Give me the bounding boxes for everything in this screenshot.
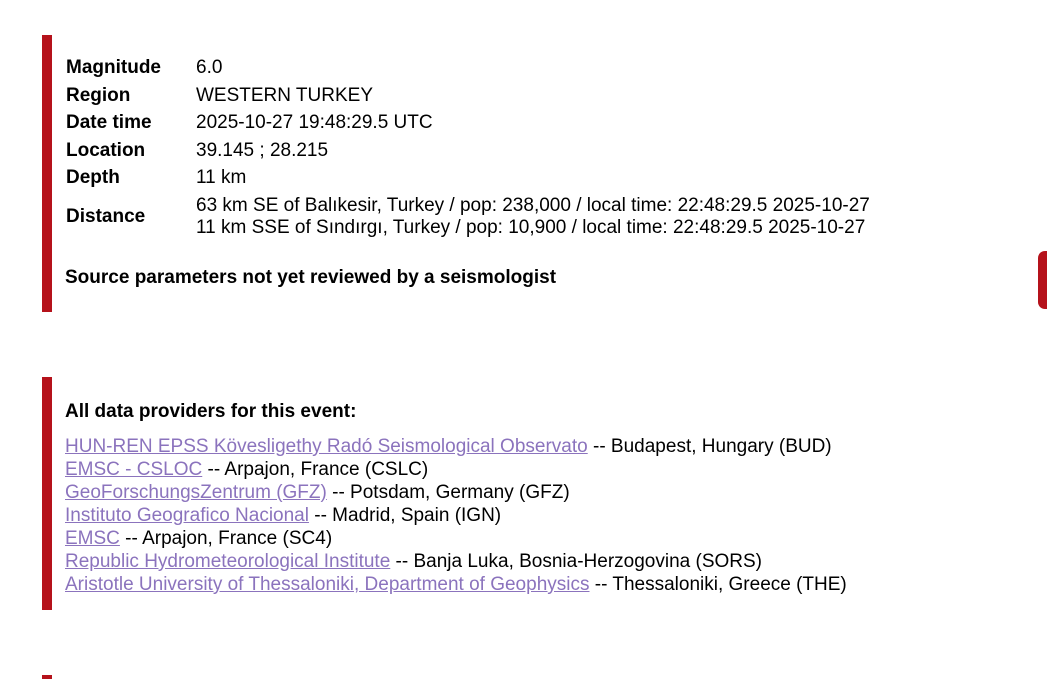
param-row-location <box>66 137 870 165</box>
provider-link[interactable]: Republic Hydrometeorological Institute <box>65 551 391 572</box>
param-label: Depth <box>66 167 120 188</box>
provider-link[interactable]: GeoForschungsZentrum (GFZ) <box>65 482 327 503</box>
provider-item <box>65 504 847 527</box>
provider-location: -- Madrid, Spain (IGN) <box>308 505 502 526</box>
providers-list <box>65 435 847 596</box>
event-parameters-panel <box>42 35 942 312</box>
review-status-note: Source parameters not yet reviewed by a seismologist <box>65 267 557 288</box>
distance-line: 63 km SE of Balıkesir, Turkey / pop: 238,000 / local time: 22:48:29.5 2025-10-27 <box>196 194 870 216</box>
param-value-region: WESTERN TURKEY <box>196 84 374 106</box>
param-value-depth: 11 km <box>196 167 247 188</box>
provider-location: -- Thessaloniki, Greece (THE) <box>589 574 847 595</box>
provider-location: -- Budapest, Hungary (BUD) <box>587 436 832 457</box>
next-section-accent <box>42 675 52 679</box>
provider-link[interactable]: Instituto Geografico Nacional <box>65 505 309 526</box>
param-row-depth <box>66 164 870 192</box>
param-value-magnitude: 6.0 <box>196 57 223 78</box>
param-label: Date time <box>66 112 152 133</box>
provider-link[interactable]: EMSC <box>65 528 120 549</box>
provider-link[interactable]: EMSC - CSLOC <box>65 459 203 480</box>
param-row-distance <box>66 192 870 240</box>
provider-link[interactable]: HUN-REN EPSS Kövesligethy Radó Seismological Observato <box>65 436 588 457</box>
provider-location: -- Banja Luka, Bosnia-Herzogovina (SORS) <box>390 551 762 572</box>
param-label: Distance <box>66 205 146 227</box>
provider-location: -- Arpajon, France (CSLC) <box>202 459 429 480</box>
param-label: Magnitude <box>66 57 161 78</box>
feedback-side-tab[interactable] <box>1038 251 1047 309</box>
provider-item <box>65 527 847 550</box>
param-value-location: 39.145 ; 28.215 <box>196 139 329 161</box>
event-parameters-table <box>66 54 870 240</box>
param-row-magnitude <box>66 54 870 82</box>
providers-title: All data providers for this event: <box>65 401 357 422</box>
provider-location: -- Arpajon, France (SC4) <box>119 528 333 549</box>
param-row-region <box>66 82 870 110</box>
param-label: Region <box>66 84 131 106</box>
distance-line: 11 km SSE of Sındırgı, Turkey / pop: 10,900 / local time: 22:48:29.5 2025-10-27 <box>196 217 866 238</box>
param-label: Location <box>66 139 146 161</box>
provider-link[interactable]: Aristotle University of Thessaloniki, Department of Geophysics <box>65 574 590 595</box>
provider-item <box>65 573 847 596</box>
provider-item <box>65 481 847 504</box>
param-row-datetime <box>66 109 870 137</box>
data-providers-panel <box>42 377 942 610</box>
param-value-datetime: 2025-10-27 19:48:29.5 UTC <box>196 112 433 133</box>
provider-item <box>65 435 847 458</box>
provider-item <box>65 550 847 573</box>
provider-location: -- Potsdam, Germany (GFZ) <box>326 482 570 503</box>
provider-item <box>65 458 847 481</box>
param-value-distance <box>196 192 870 240</box>
